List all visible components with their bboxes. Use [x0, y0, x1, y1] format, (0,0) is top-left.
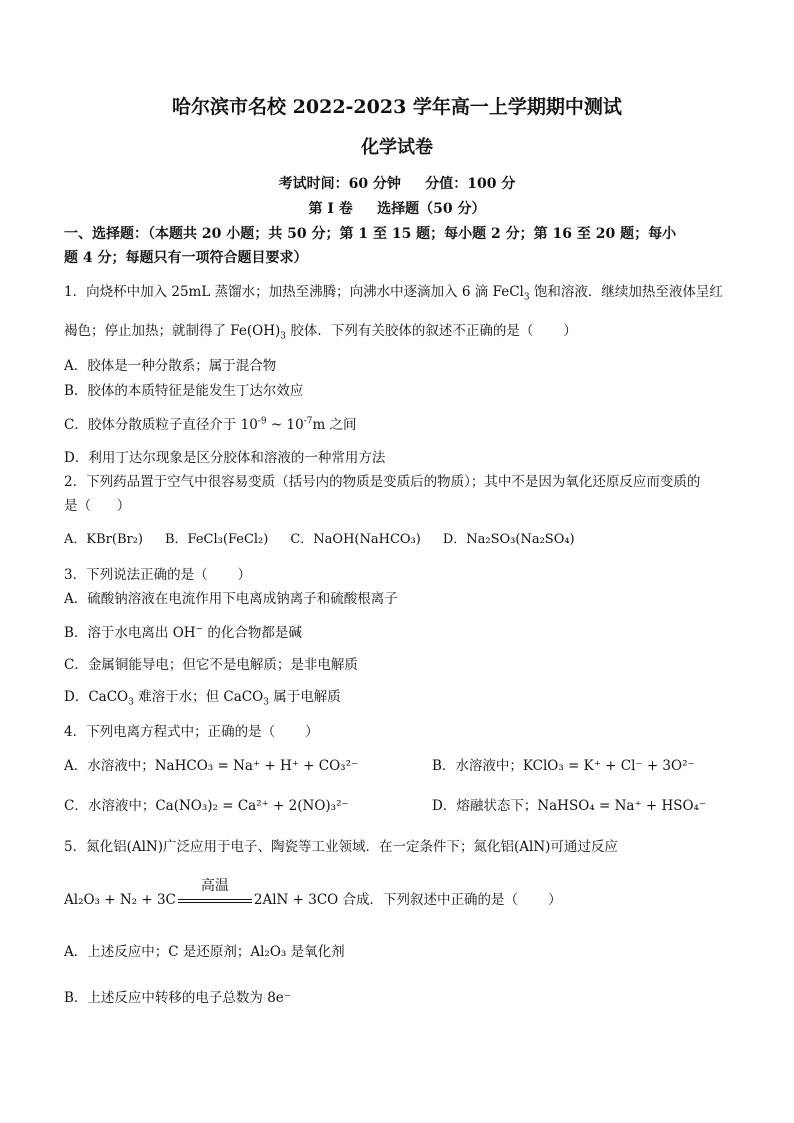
equation-condition: 高温 — [200, 877, 229, 894]
question-3-option-c: C．金属铜能导电；但它不是电解质；是非电解质 — [64, 657, 358, 673]
question-4-stem: 4．下列电离方程式中；正确的是（ ） — [64, 724, 319, 740]
question-2-option-d: D．Na₂SO₃(Na₂SO₄) — [442, 532, 575, 547]
question-1-option-a: A．胶体是一种分散系；属于混合物 — [64, 358, 277, 374]
question-2-options — [64, 531, 754, 549]
question-5-stem-line1: 5．氮化铝(AlN)广泛应用于电子、陶瓷等工业领域．在一定条件下；氮化铝(AlN)可通过反应 — [64, 839, 618, 855]
question-4-option-c: C．水溶液中；Ca(NO₃)₂ = Ca²⁺ + 2(NO)₃²⁻ — [64, 798, 349, 814]
question-5-option-a: A．上述反应中；C 是还原剂；Al₂O₃ 是氧化剂 — [64, 944, 345, 960]
question-3-option-b: B．溶于水电离出 OH− 的化合物都是碱 — [64, 624, 302, 641]
exam-meta: 考试时间：60 分钟 分值：100 分 — [278, 176, 516, 192]
equation-arrow — [176, 877, 254, 910]
question-1-option-d: D．利用丁达尔现象是区分胶体和溶液的一种常用方法 — [64, 450, 386, 466]
question-3-option-d: D．CaCO$_3$ 难溶于水；但 CaCO$_3$ 属于电解质 — [64, 689, 341, 708]
question-1-stem-line1: 1．向烧杯中加入 25mL 蒸馏水；加热至沸腾；向沸水中逐滴加入 6 滴 FeCl$_3$ 饱和溶液．继续加热至液体呈红 — [64, 284, 723, 303]
question-4-option-b: B．水溶液中；KClO₃ = K⁺ + Cl⁻ + 3O²⁻ — [432, 758, 695, 774]
equation-products: 2AlN + 3CO 合成．下列叙述中正确的是（ ） — [253, 892, 562, 908]
exam-subtitle: 化学试卷 — [361, 137, 433, 158]
question-3-option-a: A．硫酸钠溶液在电流作用下电离成钠离子和硫酸根离子 — [64, 591, 398, 607]
question-2-stem-line2: 是（ ） — [64, 498, 131, 514]
question-4-option-a: A．水溶液中；NaHCO₃ = Na⁺ + H⁺ + CO₃²⁻ — [64, 758, 359, 774]
question-3-stem: 3．下列说法正确的是（ ） — [64, 567, 252, 583]
section-instructions-line2: 题 4 分；每题只有一项符合题目要求） — [64, 250, 308, 266]
part-heading: 第 I 卷 选择题（50 分） — [308, 201, 486, 217]
question-1-stem-line2: 褐色；停止加热；就制得了 $Fe(OH)_3$ 胶体．下列有关胶体的叙述不正确的是（ ） — [64, 323, 577, 342]
question-5-equation-line — [64, 877, 754, 910]
question-2-option-b: B．FeCl₃(FeCl₂) — [165, 532, 269, 547]
question-1-option-b: B．胶体的本质特征是能发生丁达尔效应 — [64, 383, 304, 399]
question-2-option-c: C．NaOH(NaHCO₃) — [290, 532, 421, 547]
question-2-option-a: A．KBr(Br₂) — [64, 532, 143, 547]
equation-reactants: Al₂O₃ + N₂ + 3C — [64, 892, 176, 908]
question-2-stem-line1: 2．下列药品置于空气中很容易变质（括号内的物质是变质后的物质）；其中不是因为氧化还原反应而变质的 — [64, 474, 701, 490]
section-instructions-line1: 一、选择题：（本题共 20 小题；共 50 分；第 1 至 15 题；每小题 2 分；第 16 至 20 题；每小 — [64, 226, 677, 242]
question-4-option-d: D．熔融状态下；NaHSO₄ = Na⁺ + HSO₄⁻ — [432, 798, 707, 814]
question-5-option-b: B．上述反应中转移的电子总数为 8e⁻ — [64, 990, 291, 1006]
exam-title: 哈尔滨市名校 2022-2023 学年高一上学期期中测试 — [172, 96, 622, 118]
question-1-option-c: C．胶体分散质粒子直径介于 $10^{-9}$ ~ $10^{-7}m$ 之间 — [64, 416, 357, 433]
